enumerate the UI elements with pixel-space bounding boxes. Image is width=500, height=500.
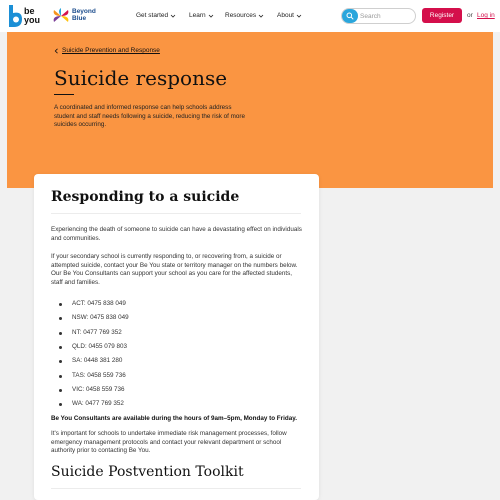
list-item [72, 400, 124, 407]
beyond-blue-flower-icon [52, 7, 70, 25]
bullet [59, 389, 62, 392]
be-you-logo-text: be you [24, 6, 41, 25]
list-item [72, 386, 125, 393]
nav-get-started[interactable] [136, 12, 176, 19]
beyond-blue-logo[interactable] [52, 6, 102, 26]
paragraph: Experiencing the death of someone to suicide can have a devastating effect on individuals and communities. [51, 226, 302, 242]
bullet [59, 346, 62, 349]
chevron-down-icon [296, 13, 302, 19]
contact-number: ACT: 0475 838 049 [72, 300, 126, 307]
list-item [72, 357, 122, 364]
search-input[interactable] [360, 11, 410, 21]
chevron-down-icon [258, 13, 264, 19]
section-divider [51, 213, 301, 214]
nav-label: Get started [136, 12, 169, 19]
list-item [72, 300, 126, 307]
be-you-logo[interactable] [7, 5, 45, 27]
nav-learn[interactable] [189, 12, 214, 19]
bullet [59, 332, 62, 335]
breadcrumb-link[interactable]: Suicide Prevention and Response [62, 47, 160, 54]
search-box [341, 8, 416, 24]
register-button[interactable]: Register [422, 8, 462, 23]
nav-label: About [277, 12, 294, 19]
paragraph: If your secondary school is currently responding to, or recovering from, a suicide or attempted suicide, contact your Be You state or territory manager on the numbers below. Our Be You Consultants can support your school as you care for the affected students, staff and families. [51, 253, 298, 287]
search-icon [346, 12, 354, 20]
chevron-down-icon [170, 13, 176, 19]
section-heading: Suicide Postvention Toolkit [51, 464, 244, 480]
chevron-down-icon [208, 13, 214, 19]
beyond-blue-logo-text: Beyond Blue [72, 8, 96, 22]
section-heading: Responding to a suicide [51, 189, 240, 205]
list-item [72, 314, 129, 321]
bullet [59, 360, 62, 363]
contact-number: WA: 0477 769 352 [72, 400, 124, 407]
login-link[interactable]: Log in [477, 12, 495, 19]
nav-label: Learn [189, 12, 206, 19]
nav-resources[interactable] [225, 12, 264, 19]
bullet [59, 303, 62, 306]
nav-about[interactable] [277, 12, 302, 19]
be-you-mark-icon [7, 5, 22, 27]
list-item [72, 372, 126, 379]
section-divider [51, 488, 301, 489]
page-title: Suicide response [54, 66, 228, 90]
bullet [59, 317, 62, 320]
contact-number: NT: 0477 769 352 [72, 329, 122, 336]
search-button[interactable] [342, 9, 358, 23]
contact-number: TAS: 0458 559 736 [72, 372, 126, 379]
contact-number: QLD: 0455 079 803 [72, 343, 127, 350]
paragraph: It's important for schools to undertake immediate risk management processes, follow emergency management protocols and contact your relevant department or school authority prior to contacting Be You. [51, 430, 287, 455]
bullet [59, 403, 62, 406]
contact-number: NSW: 0475 838 049 [72, 314, 129, 321]
hero-intro-text: A coordinated and informed response can help schools address student and staff needs following a suicide, reducing the risk of more suicides occurring. [54, 104, 246, 129]
breadcrumb [54, 47, 160, 54]
or-text: or [467, 12, 473, 19]
hours-notice: Be You Consultants are available during the hours of 9am–5pm, Monday to Friday. [51, 415, 297, 422]
title-divider [54, 94, 74, 95]
hero-banner [7, 32, 493, 188]
content-card [34, 174, 319, 500]
list-item [72, 343, 127, 350]
contact-number: VIC: 0458 559 736 [72, 386, 125, 393]
chevron-left-icon [54, 48, 59, 54]
site-header [0, 0, 500, 32]
nav-label: Resources [225, 12, 257, 19]
contact-number: SA: 0448 381 280 [72, 357, 123, 364]
bullet [59, 375, 62, 378]
list-item [72, 329, 122, 336]
